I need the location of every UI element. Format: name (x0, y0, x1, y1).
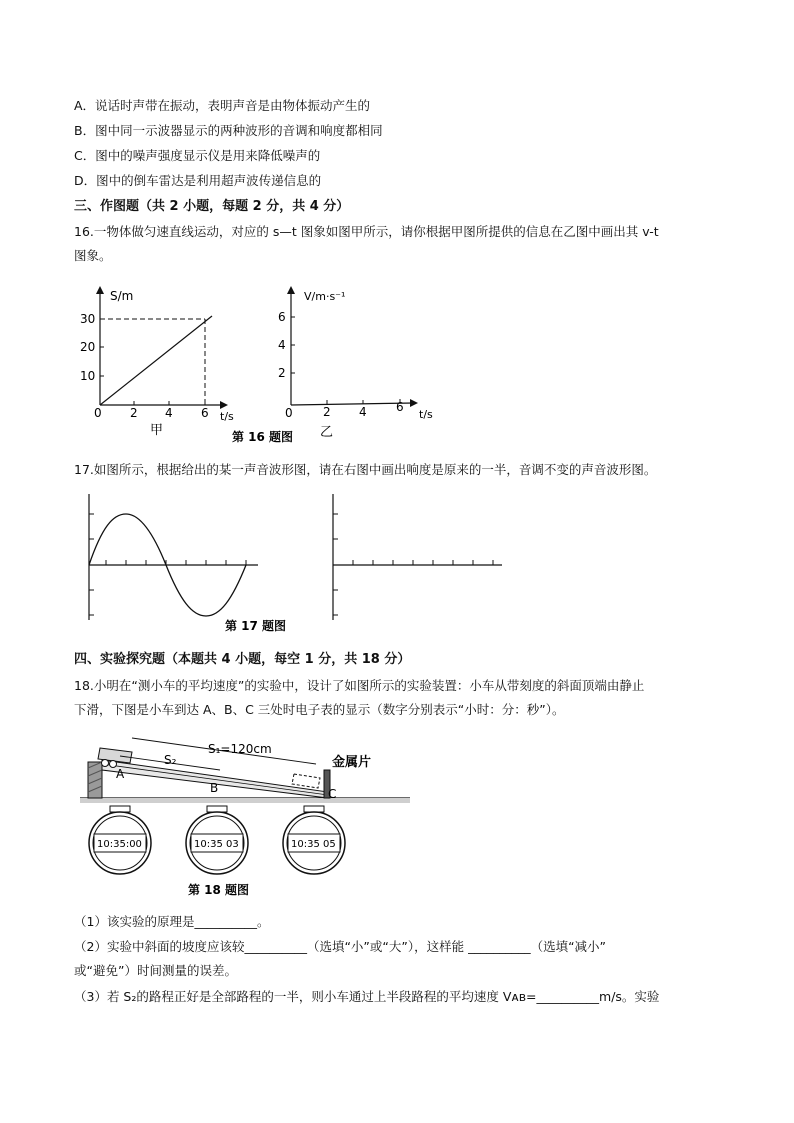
q16-text-line1: 16.一物体做匀速直线运动，对应的 s—t 图象如图甲所示，请你根据甲图所提供的信息在乙图中画出其 v-t (74, 224, 659, 239)
figure-18 (80, 726, 420, 901)
option-a: A．说话时声带在振动，表明声音是由物体振动产生的 (74, 98, 371, 113)
stopwatch-c (283, 806, 345, 874)
stopwatch-a-display: 10:35:00 (97, 839, 142, 850)
q18-sub1: （1）该实验的原理是__________。 (74, 914, 270, 929)
jia-xtick-label-6: 6 (201, 406, 209, 420)
stopwatch-a (89, 806, 151, 874)
q18-sub2-line1: （2）实验中斜面的坡度应该较__________（选填“小”或“大”），这样能 __________（选填“减小” (74, 939, 607, 954)
option-d: D．图中的倒车雷达是利用超声波传递信息的 (74, 173, 322, 188)
yi-x-arrow (410, 399, 418, 407)
jia-ylabel: S/m (110, 289, 134, 303)
figure-16 (74, 280, 454, 448)
section-4-title: 四、实验探究题（本题共 4 小题，每空 1 分，共 18 分） (74, 652, 411, 667)
yi-xtick-label-2: 2 (323, 405, 331, 419)
s1-label: S₁=120cm (208, 742, 272, 756)
q18-text-line2: 下滑，下图是小车到达 A、B、C 三处时电子表的显示（数字分别表示“小时：分：秒”）。 (74, 702, 565, 717)
yi-sublabel: 乙 (320, 425, 334, 440)
jia-ytick-label-20: 20 (80, 340, 96, 354)
jia-xtick-label-0: 0 (94, 406, 102, 420)
waveform-blank (333, 494, 502, 620)
q17-text: 17.如图所示，根据给出的某一声音波形图，请在右图中画出响度是原来的一半，音调不变的声音波形图。 (74, 462, 657, 477)
jia-xlabel: t/s (220, 410, 234, 423)
yi-y-arrow (287, 286, 295, 294)
point-c-label: C (328, 787, 337, 801)
figure-17-caption: 第 17 题图 (225, 619, 287, 633)
figure-17 (80, 492, 510, 642)
ground (80, 798, 410, 803)
yi-ytick-label-2: 2 (278, 366, 286, 380)
s2-label: S₂ (164, 753, 177, 767)
cart-ghost (292, 774, 320, 788)
waveform-original (89, 494, 258, 620)
section-3-title: 三、作图题（共 2 小题，每题 2 分，共 4 分） (74, 199, 350, 214)
jia-xtick-label-4: 4 (165, 406, 173, 420)
yi-xtick-label-0: 0 (285, 406, 293, 420)
yi-xtick-label-4: 4 (359, 405, 367, 419)
jia-xtick-label-2: 2 (130, 406, 138, 420)
q18-sub3: （3）若 S₂的路程正好是全部路程的一半，则小车通过上半段路程的平均速度 Vᴀʙ=__________m/s。实验 (74, 989, 660, 1004)
jia-y-arrow (96, 286, 104, 294)
q18-text-line1: 18.小明在“测小车的平均速度”的实验中，设计了如图所示的实验装置：小车从带刻度的斜面顶端由静止 (74, 678, 645, 693)
point-a-label: A (116, 767, 125, 781)
q18-sub2-line2: 或“避免”）时间测量的误差。 (74, 963, 237, 978)
figure-16-caption: 第 16 题图 (232, 430, 294, 444)
point-b-label: B (210, 781, 219, 795)
option-b: B．图中同一示波器显示的两种波形的音调和响度都相同 (74, 123, 383, 138)
metal-sheet-label: 金属片 (332, 755, 372, 770)
jia-ytick-label-10: 10 (80, 369, 96, 383)
jia-data-line (100, 316, 212, 405)
yi-ytick-label-4: 4 (278, 338, 286, 352)
jia-ytick-label-30: 30 (80, 312, 96, 326)
yi-xtick-label-6: 6 (396, 400, 404, 414)
figure-18-caption: 第 18 题图 (188, 883, 250, 897)
yi-xlabel: t/s (419, 408, 433, 421)
q16-text-line2: 图象。 (74, 248, 112, 263)
yi-ytick-label-6: 6 (278, 310, 286, 324)
option-c: C．图中的噪声强度显示仪是用来降低噪声的 (74, 148, 321, 163)
jia-x-arrow (220, 401, 228, 409)
stopwatch-c-display: 10:35 05 (291, 839, 336, 850)
support-block (88, 762, 102, 798)
stopwatch-b (186, 806, 248, 874)
chart-yi (278, 286, 433, 440)
stopwatch-b-display: 10:35 03 (194, 839, 239, 850)
chart-jia (80, 286, 234, 438)
jia-sublabel: 甲 (150, 423, 164, 438)
yi-ylabel: V/m·s⁻¹ (304, 290, 346, 303)
